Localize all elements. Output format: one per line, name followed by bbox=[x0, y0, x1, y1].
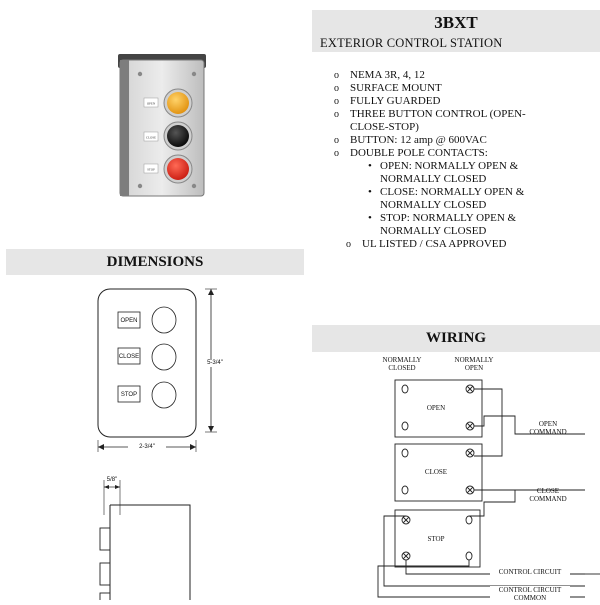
yellow-button bbox=[167, 92, 189, 114]
dim-width: 2-3/4" bbox=[139, 444, 155, 450]
close-command-label: CLOSE COMMAND bbox=[529, 487, 567, 503]
side-view-drawing bbox=[80, 475, 200, 600]
photo-plate-open: OPEN bbox=[146, 101, 156, 106]
dimensions-heading: DIMENSIONS bbox=[106, 254, 204, 270]
wiring-bar bbox=[312, 325, 600, 352]
wiring-block-open: OPEN bbox=[426, 404, 446, 412]
photo-plate-stop: STOP bbox=[147, 167, 155, 172]
wiring-block-close: CLOSE bbox=[424, 468, 448, 476]
control-circuit-common-label: CONTROL CIRCUIT COMMON bbox=[490, 586, 570, 602]
open-command-label: OPEN COMMAND bbox=[529, 420, 567, 436]
contact-item: • STOP: NORMALLY OPEN & NORMALLY CLOSED bbox=[366, 212, 546, 238]
wiring-no-label: NORMALLY OPEN bbox=[454, 356, 494, 372]
wiring-diagram bbox=[360, 352, 600, 600]
spec-item: o DOUBLE POLE CONTACTS: bbox=[332, 147, 592, 160]
contact-item: • CLOSE: NORMALLY OPEN & NORMALLY CLOSED bbox=[366, 186, 546, 212]
control-circuit-label: CONTROL CIRCUIT bbox=[490, 568, 570, 576]
dimensions-bar bbox=[6, 249, 304, 275]
model-title: 3BXT bbox=[434, 13, 478, 32]
spec-item: o NEMA 3R, 4, 12 bbox=[332, 69, 592, 82]
wiring-nc-label: NORMALLY CLOSED bbox=[382, 356, 422, 372]
spec-item-ul: o UL LISTED / CSA APPROVED bbox=[344, 238, 592, 251]
dimension-drawing bbox=[90, 282, 240, 457]
control-station-illustration bbox=[110, 48, 214, 200]
dim-label-stop: STOP bbox=[120, 392, 138, 398]
red-button bbox=[167, 158, 189, 180]
wiring-block-stop: STOP bbox=[427, 535, 445, 543]
title-bar bbox=[312, 10, 600, 52]
dim-label-open: OPEN bbox=[120, 318, 138, 324]
dim-height: 5-3/4" bbox=[200, 360, 230, 367]
dim-label-close: CLOSE bbox=[118, 354, 140, 360]
spec-item: o BUTTON: 12 amp @ 600VAC bbox=[332, 134, 592, 147]
spec-item: o FULLY GUARDED bbox=[332, 95, 592, 108]
spec-list bbox=[332, 69, 592, 251]
product-photo bbox=[110, 48, 214, 200]
photo-plate-close: CLOSE bbox=[145, 135, 157, 140]
dim-depth: 5/8" bbox=[106, 477, 118, 483]
model-subtitle: EXTERIOR CONTROL STATION bbox=[320, 36, 503, 50]
spec-item: o THREE BUTTON CONTROL (OPEN-CLOSE-STOP) bbox=[332, 108, 530, 134]
black-button bbox=[167, 125, 189, 147]
contact-item: • OPEN: NORMALLY OPEN & NORMALLY CLOSED bbox=[366, 160, 546, 186]
wiring-heading: WIRING bbox=[425, 330, 486, 346]
spec-item: o SURFACE MOUNT bbox=[332, 82, 592, 95]
